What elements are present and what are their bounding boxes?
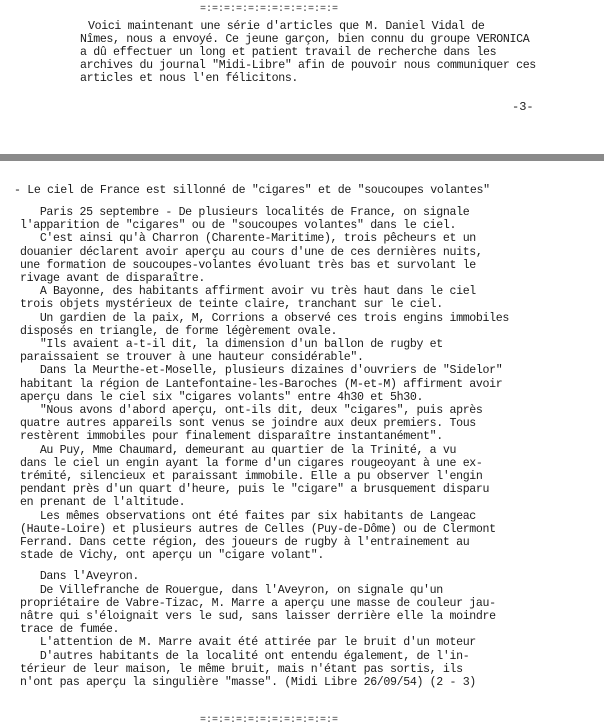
- article-line: trois objets mystérieux de teinte claire, tranchant sur le ciel.: [20, 298, 443, 312]
- article-line: trace de fumée.: [20, 623, 120, 637]
- intro-line: a dû effectuer un long et patient travail de recherche dans les: [80, 46, 497, 59]
- article-line: térieur de leur maison, le même bruit, mais n'étant pas sortis, ils: [20, 662, 463, 676]
- article-line: quatre autres appareils sont venus se joindre aux deux premiers. Tous: [20, 417, 476, 431]
- article-line: Ferrand. Dans cette région, des joueurs de rugby à l'entrainement au: [20, 536, 470, 549]
- article-line: pendant près d'un quart d'heure, puis le "cigare" a brusquement disparu: [20, 483, 490, 497]
- article-line: propriétaire de Vabre-Tizac, M. Marre a aperçu une masse de couleur jau-: [20, 596, 496, 610]
- article-line: De Villefranche de Rouergue, dans l'Aveyron, on signale qu'un: [20, 583, 443, 597]
- article-line: D'autres habitants de la localité ont entendu également, de l'in-: [20, 649, 470, 663]
- article-line: dans le ciel un engin ayant la forme d'un cigares rougeoyant à une ex-: [20, 456, 483, 470]
- article-line: "Ils avaient a-t-il dit, la dimension d'un ballon de rugby et: [20, 338, 443, 351]
- intro-line: archives du journal "Midi-Libre" afin de pouvoir nous communiquer ces: [80, 59, 536, 72]
- article-line: Les mêmes observations ont été faites par six habitants de Langeac: [20, 509, 476, 523]
- article-line: Dans la Meurthe-et-Moselle, plusieurs dizaines d'ouvriers de "Sidelor": [20, 364, 503, 378]
- article-line: paraissaient se trouver à une hauteur considérable".: [20, 351, 364, 365]
- article-line: Au Puy, Mme Chaumard, demeurant au quartier de la Trinité, a vu: [20, 443, 457, 457]
- article-line: douanier déclarent avoir aperçu au cours d'une de ces dernières nuits,: [20, 245, 483, 259]
- article-line: rivage avant de disparaître.: [20, 272, 206, 285]
- article-line: n'ont pas aperçu la singulière "masse". (Midi Libre 26/09/54) (2 - 3): [20, 676, 476, 689]
- intro-line: Voici maintenant une série d'articles que M. Daniel Vidal de: [88, 20, 485, 33]
- article-line: trémité, silencieux et paraissant immobile. Elle a pu observer l'engin: [20, 470, 483, 483]
- intro-line: Nîmes, nous a envoyé. Ce jeune garçon, bien connu du groupe VERONICA: [80, 33, 530, 46]
- article-line: une formation de soucoupes-volantes évoluant très bas et survolant le: [20, 258, 476, 272]
- article-line: stade de Vichy, ont aperçu un "cigare volant".: [20, 549, 324, 563]
- intro-line: articles et nous l'en félicitons.: [80, 72, 299, 85]
- article-line: (Haute-Loire) et plusieurs autres de Celles (Puy-de-Dôme) ou de Clermont: [20, 522, 496, 536]
- article-line: l'apparition de "cigares" ou de "soucoupes volantes" dans le ciel.: [20, 219, 457, 233]
- article-line: Paris 25 septembre - De plusieurs localités de France, on signale: [20, 206, 470, 219]
- article-line: disposés en triangle, de forme légèrement ovale.: [20, 324, 338, 338]
- article-line: C'est ainsi qu'à Charron (Charente-Maritime), trois pêcheurs et un: [20, 232, 476, 246]
- article-line: en prenant de l'altitude.: [20, 496, 186, 510]
- article-line: habitant la région de Lantefontaine-les-Baroches (M-et-M) affirment avoir: [20, 377, 503, 391]
- article-line: nâtre qui s'éloignait vers le sud, sans laisser derrière elle la moindre: [20, 610, 496, 623]
- top-separator: =:=:=:=:=:=:=:=:=:=:=:=: [200, 4, 339, 15]
- article-line: "Nous avons d'abord aperçu, ont-ils dit, deux "cigares", puis après: [20, 404, 483, 417]
- article-line: Un gardien de la paix, M, Corrions a observé ces trois engins immobiles: [20, 311, 509, 325]
- article-line: aperçu dans le ciel six "cigares volants" entre 4h30 et 5h30.: [20, 390, 424, 404]
- article-title: - Le ciel de France est sillonné de "cigares" et de "soucoupes volantes": [14, 184, 490, 197]
- article-line: restèrent immobiles pour finalement disparaître instantanément".: [20, 430, 443, 444]
- article-line: A Bayonne, des habitants affirment avoir vu très haut dans le ciel: [20, 285, 476, 299]
- article-line: L'attention de M. Marre avait été attirée par le bruit d'un moteur: [20, 636, 476, 650]
- page-number: -3-: [512, 100, 534, 114]
- bottom-separator: =:=:=:=:=:=:=:=:=:=:=:=: [200, 715, 339, 726]
- horizontal-divider: [0, 154, 604, 161]
- article-line: Dans l'Aveyron.: [20, 570, 139, 584]
